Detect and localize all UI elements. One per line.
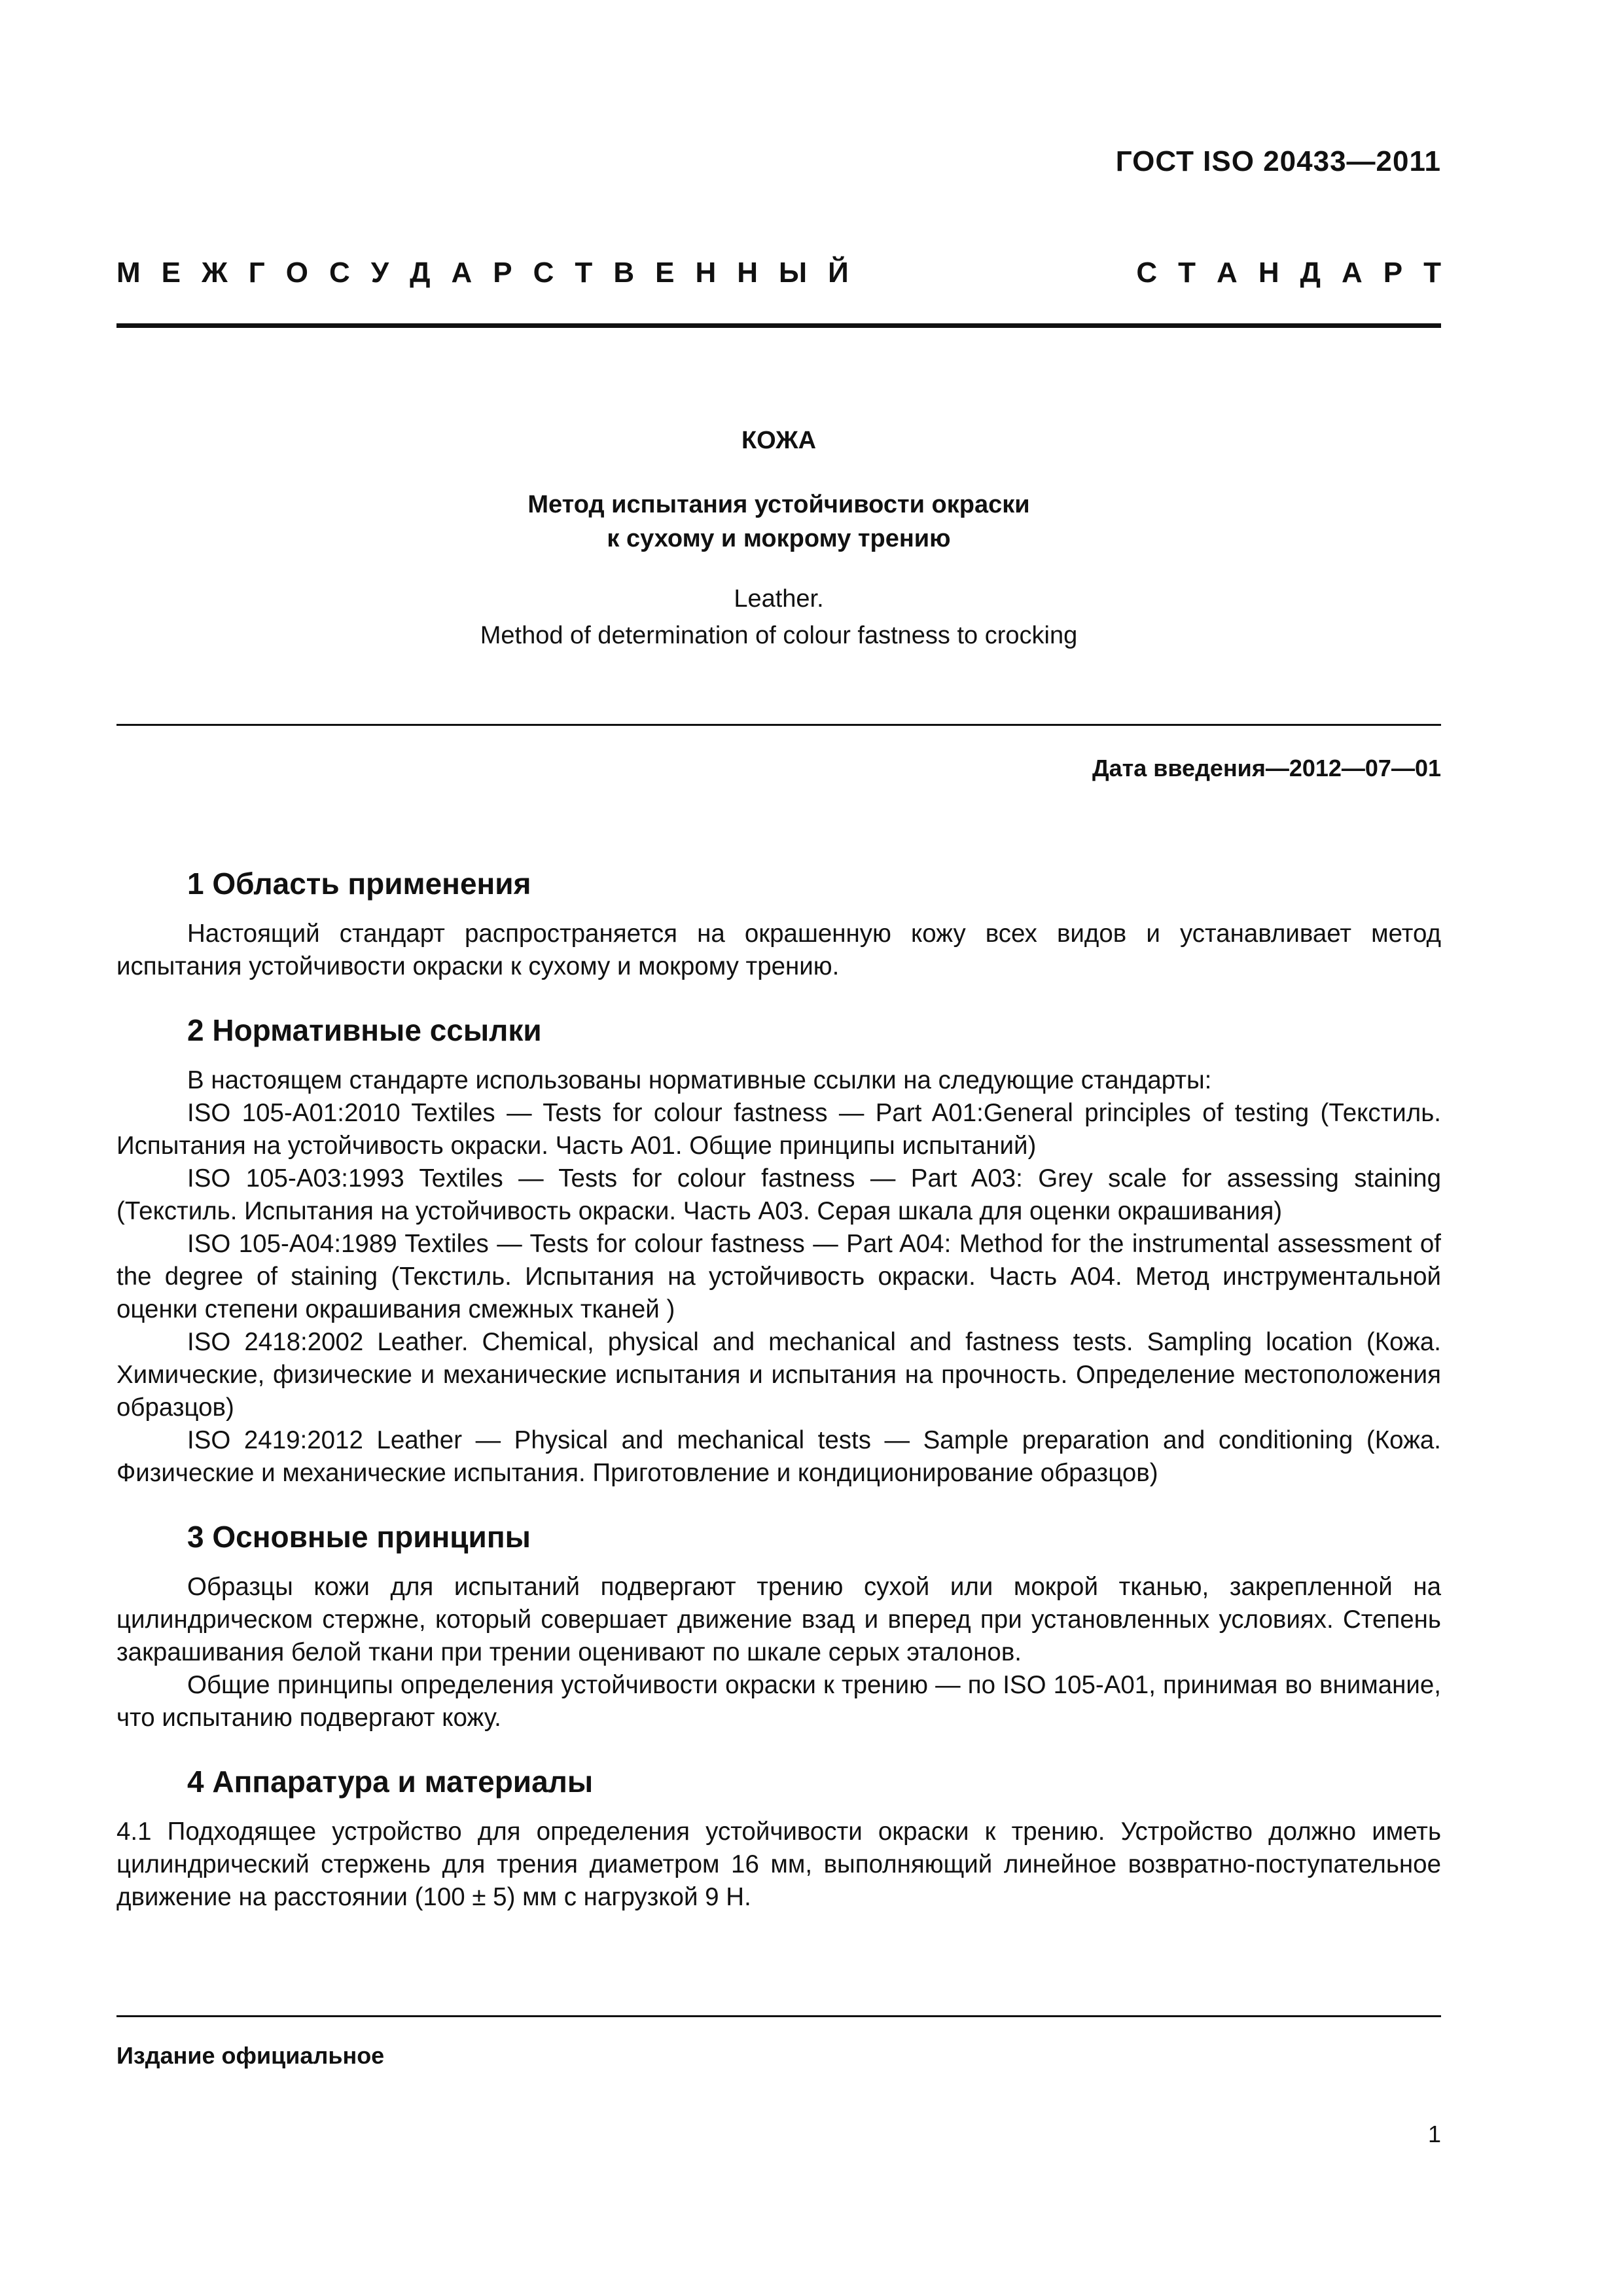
- document-subtitle-ru: [116, 488, 1441, 556]
- reference-iso-105-a04: ISO 105-A04:1989 Textiles — Tests for colour fastness — Part A04: Method for the instrumental assessment of the degree of staining (Текстиль. Испытания на устойчивость окраски. Часть А04. Метод инструментальной оценки степени окрашивания смежных тканей ): [116, 1230, 1441, 1323]
- section-heading-3: 3 Основные принципы: [187, 1520, 531, 1554]
- heading-letter: Е: [161, 257, 181, 289]
- standard-type-heading: [116, 257, 1441, 289]
- section-heading-2: 2 Нормативные ссылки: [187, 1013, 542, 1047]
- subtitle-ru-line-2: к сухому и мокрому трению: [607, 525, 951, 552]
- reference-iso-105-a03: ISO 105-A03:1993 Textiles — Tests for colour fastness — Part A03: Grey scale for assessing staining (Текстиль. Испытания на устойчивость окраски. Часть А03. Серая шкала для оценки окрашивания): [116, 1164, 1441, 1225]
- section-heading-1: 1 Область применения: [187, 867, 531, 901]
- section-3-paragraph-1: Образцы кожи для испытаний подвергают трению сухой или мокрой тканью, закрепленной на цилиндрическом стержне, который совершает движение взад и вперед при установленных условиях. Степень закрашивания белой ткани при трении оценивают по шкале серых эталонов.: [116, 1573, 1441, 1666]
- section-3-paragraph-2: Общие принципы определения устойчивости окраски к трению — по ISO 105-A01, принимая во внимание, что испытанию подвергают кожу.: [116, 1671, 1441, 1732]
- page-number: 1: [1427, 2121, 1441, 2147]
- section-2-paragraph-intro: В настоящем стандарте использованы нормативные ссылки на следующие стандарты:: [187, 1066, 1212, 1094]
- heading-letter: Т: [1423, 257, 1441, 289]
- heading-letter: А: [1341, 257, 1363, 289]
- heading-letter: У: [370, 257, 389, 289]
- heading-letter: Н: [737, 257, 758, 289]
- title-en-line-2: Method of determination of colour fastness to crocking: [480, 622, 1078, 649]
- heading-letter: С: [533, 257, 554, 289]
- header-rule: [116, 323, 1441, 328]
- heading-letter: А: [1217, 257, 1238, 289]
- section-1-paragraph: Настоящий стандарт распространяется на окрашенную кожу всех видов и устанавливает метод испытания устойчивости окраски к сухому и мокрому трению.: [116, 920, 1441, 980]
- heading-letter: Д: [1300, 257, 1321, 289]
- heading-letter: Ж: [202, 257, 228, 289]
- heading-letter: Й: [828, 257, 849, 289]
- reference-iso-105-a01: ISO 105-A01:2010 Textiles — Tests for colour fastness — Part A01:General principles of testing (Текстиль. Испытания на устойчивость окраски. Часть А01. Общие принципы испытаний): [116, 1099, 1441, 1160]
- heading-letter: Т: [575, 257, 593, 289]
- heading-letter: Р: [493, 257, 512, 289]
- heading-letter: Д: [410, 257, 431, 289]
- section-4-paragraph-1: 4.1 Подходящее устройство для определения устойчивости окраски к трению. Устройство должно иметь цилиндрический стержень для трения диаметром 16 мм, выполняющий линейное возвратно-поступательное движение на расстоянии (100 ± 5) мм с нагрузкой 9 Н.: [116, 1818, 1441, 1911]
- heading-letter: В: [613, 257, 635, 289]
- heading-letter: Р: [1383, 257, 1403, 289]
- gost-number: ГОСТ ISO 20433—2011: [1115, 145, 1441, 177]
- reference-iso-2418: ISO 2418:2002 Leather. Chemical, physical and mechanical and fastness tests. Sampling location (Кожа. Химические, физические и механические испытания и испытания на прочность. Определение местоположения образцов): [116, 1328, 1441, 1422]
- heading-letter: Т: [1178, 257, 1196, 289]
- official-edition-label: Издание официальное: [116, 2042, 385, 2069]
- document-title-en: [116, 581, 1441, 654]
- standard-type-word-1: [116, 257, 849, 289]
- footer-rule: [116, 2015, 1441, 2017]
- heading-letter: С: [1136, 257, 1158, 289]
- heading-letter: М: [116, 257, 141, 289]
- introduction-date: Дата введения—2012—07—01: [1092, 755, 1441, 781]
- standard-type-word-2: [1136, 257, 1441, 289]
- title-en-line-1: Leather.: [734, 585, 824, 613]
- reference-iso-2419: ISO 2419:2012 Leather — Physical and mechanical tests — Sample preparation and conditioning (Кожа. Физические и механические испытания. Приготовление и кондиционирование образцов): [116, 1426, 1441, 1487]
- document-body: [116, 864, 1441, 1914]
- subtitle-ru-line-1: Метод испытания устойчивости окраски: [527, 491, 1030, 518]
- heading-letter: Н: [695, 257, 717, 289]
- heading-letter: Е: [655, 257, 675, 289]
- heading-letter: О: [285, 257, 308, 289]
- heading-letter: А: [451, 257, 473, 289]
- heading-letter: С: [329, 257, 350, 289]
- title-rule: [116, 724, 1441, 726]
- heading-letter: Н: [1258, 257, 1279, 289]
- document-title: КОЖА: [741, 427, 817, 454]
- heading-letter: Ы: [779, 257, 808, 289]
- section-heading-4: 4 Аппаратура и материалы: [187, 1765, 594, 1799]
- heading-letter: Г: [248, 257, 265, 289]
